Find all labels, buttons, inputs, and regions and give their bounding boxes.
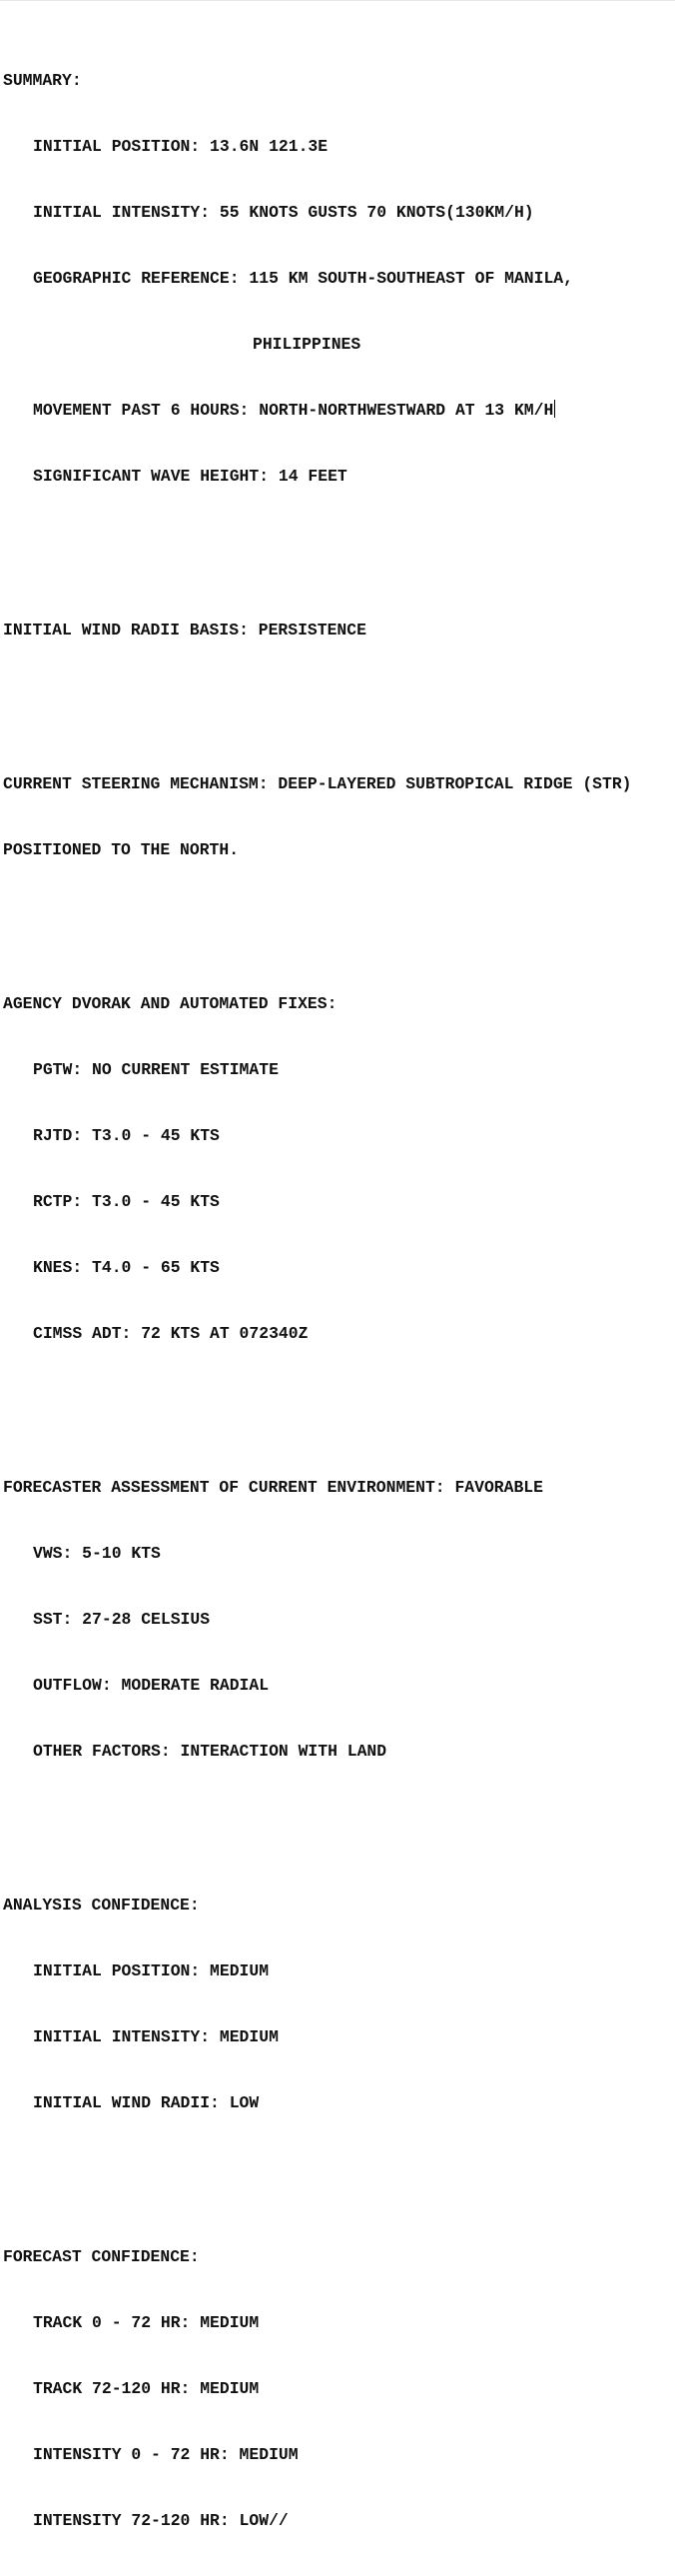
bulletin-text-area[interactable] xyxy=(3,4,674,2576)
analysis-confidence-item: INITIAL WIND RADII: LOW xyxy=(33,2093,260,2112)
summary-movement: MOVEMENT PAST 6 HOURS: NORTH-NORTHWESTWARD AT 13 KM/H xyxy=(33,401,554,420)
blank-line xyxy=(3,1807,674,1829)
blank-line xyxy=(3,1389,674,1411)
analysis-confidence-item: INITIAL INTENSITY: MEDIUM xyxy=(33,2027,279,2046)
summary-wave-height: SIGNIFICANT WAVE HEIGHT: 14 FEET xyxy=(33,467,347,486)
forecast-confidence-item: TRACK 72-120 HR: MEDIUM xyxy=(33,2379,260,2398)
blank-line xyxy=(3,905,674,927)
summary-movement-line xyxy=(3,400,674,422)
forecast-confidence-item: INTENSITY 0 - 72 HR: MEDIUM xyxy=(33,2445,299,2464)
fixes-heading: AGENCY DVORAK AND AUTOMATED FIXES: xyxy=(3,994,338,1013)
environment-item: SST: 27-28 CELSIUS xyxy=(33,1610,211,1629)
environment-heading: FORECASTER ASSESSMENT OF CURRENT ENVIRONMENT: FAVORABLE xyxy=(3,1478,543,1497)
environment-item: OTHER FACTORS: INTERACTION WITH LAND xyxy=(33,1742,387,1761)
forecast-confidence-item: INTENSITY 72-120 HR: LOW// xyxy=(33,2511,289,2530)
wind-radii-basis: INITIAL WIND RADII BASIS: PERSISTENCE xyxy=(3,621,366,640)
forecast-confidence-heading: FORECAST CONFIDENCE: xyxy=(3,2247,200,2266)
fix-item: CIMSS ADT: 72 KTS AT 072340Z xyxy=(33,1324,309,1343)
analysis-confidence-item: INITIAL POSITION: MEDIUM xyxy=(33,1961,270,1980)
steering-line-1: CURRENT STEERING MECHANISM: DEEP-LAYERED SUBTROPICAL RIDGE (STR) xyxy=(3,774,632,793)
forecast-confidence-item: TRACK 0 - 72 HR: MEDIUM xyxy=(33,2313,260,2332)
summary-geographic-reference: GEOGRAPHIC REFERENCE: 115 KM SOUTH-SOUTHEAST OF MANILA, xyxy=(33,269,573,288)
top-border xyxy=(0,0,675,1)
text-cursor xyxy=(554,400,555,418)
fix-item: PGTW: NO CURRENT ESTIMATE xyxy=(33,1060,279,1079)
fix-item: RJTD: T3.0 - 45 KTS xyxy=(33,1126,220,1145)
summary-initial-intensity: INITIAL INTENSITY: 55 KNOTS GUSTS 70 KNOTS(130KM/H) xyxy=(33,203,534,222)
fix-item: KNES: T4.0 - 65 KTS xyxy=(33,1258,220,1277)
summary-heading: SUMMARY: xyxy=(3,71,82,90)
summary-geographic-reference-continued: PHILIPPINES xyxy=(253,335,361,354)
summary-initial-position: INITIAL POSITION: 13.6N 121.3E xyxy=(33,137,329,156)
analysis-confidence-heading: ANALYSIS CONFIDENCE: xyxy=(3,1896,200,1915)
fix-item: RCTP: T3.0 - 45 KTS xyxy=(33,1192,220,1211)
blank-line xyxy=(3,532,674,554)
blank-line xyxy=(3,685,674,707)
steering-line-2: POSITIONED TO THE NORTH. xyxy=(3,840,240,859)
environment-item: OUTFLOW: MODERATE RADIAL xyxy=(33,1676,270,1695)
environment-item: VWS: 5-10 KTS xyxy=(33,1544,161,1563)
blank-line xyxy=(3,2158,674,2180)
